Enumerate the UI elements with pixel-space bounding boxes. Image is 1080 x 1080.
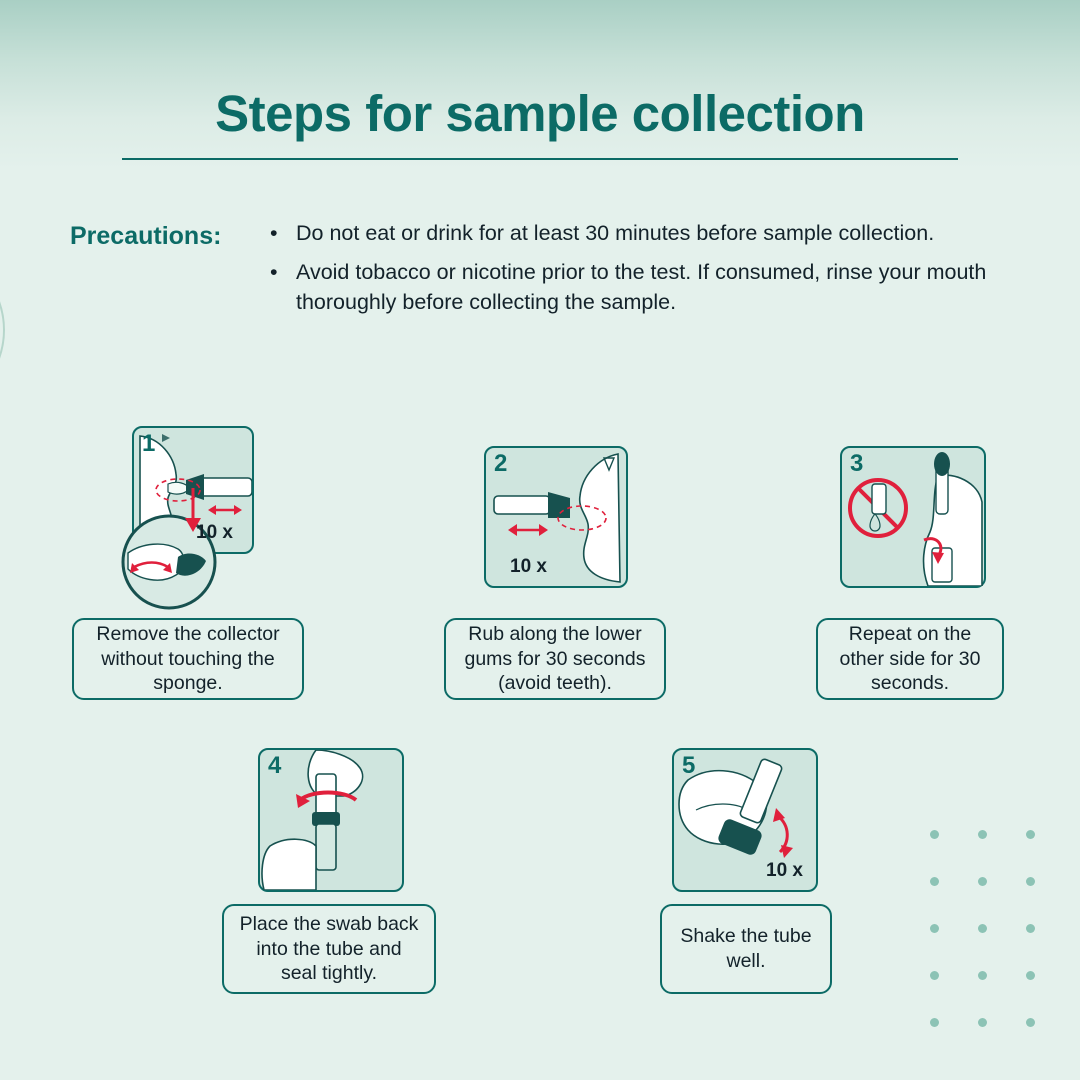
precaution-text: Do not eat or drink for at least 30 minutes before sample collection. [296,221,935,245]
step-3-caption: Repeat on the other side for 30 seconds. [816,618,1004,700]
step-1-caption: Remove the collector without touching the sponge. [72,618,304,700]
precaution-text: Avoid tobacco or nicotine prior to the test. If consumed, rinse your mouth thoroughly before collecting the sample. [296,259,987,315]
step-1-count: 10 x [196,522,233,543]
step-2-caption: Rub along the lower gums for 30 seconds (avoid teeth). [444,618,666,700]
step-4-number: 4 [268,752,282,779]
step-3-number: 3 [850,450,864,477]
step-5-caption: Shake the tube well. [660,904,832,994]
step-5-illustration [672,748,818,892]
bullet-marker: • [270,221,278,245]
step-4-caption: Place the swab back into the tube and seal tightly. [222,904,436,994]
precautions-section [70,218,1060,326]
bullet-marker: • [270,259,278,284]
step-1-number: 1 [142,430,156,457]
step-5-count: 10 x [766,860,803,881]
step-4-illustration [258,748,404,892]
list-item [270,218,1060,249]
list-item [270,257,1060,318]
step-2-number: 2 [494,450,508,477]
step-5-number: 5 [682,752,696,779]
precautions-list [270,218,1060,318]
title-divider [122,158,958,160]
step-2-count: 10 x [510,556,547,577]
precautions-label: Precautions: [70,222,222,250]
step-2-illustration [484,446,628,588]
step-3-illustration [840,446,986,588]
page-title: Steps for sample collection [215,85,865,142]
